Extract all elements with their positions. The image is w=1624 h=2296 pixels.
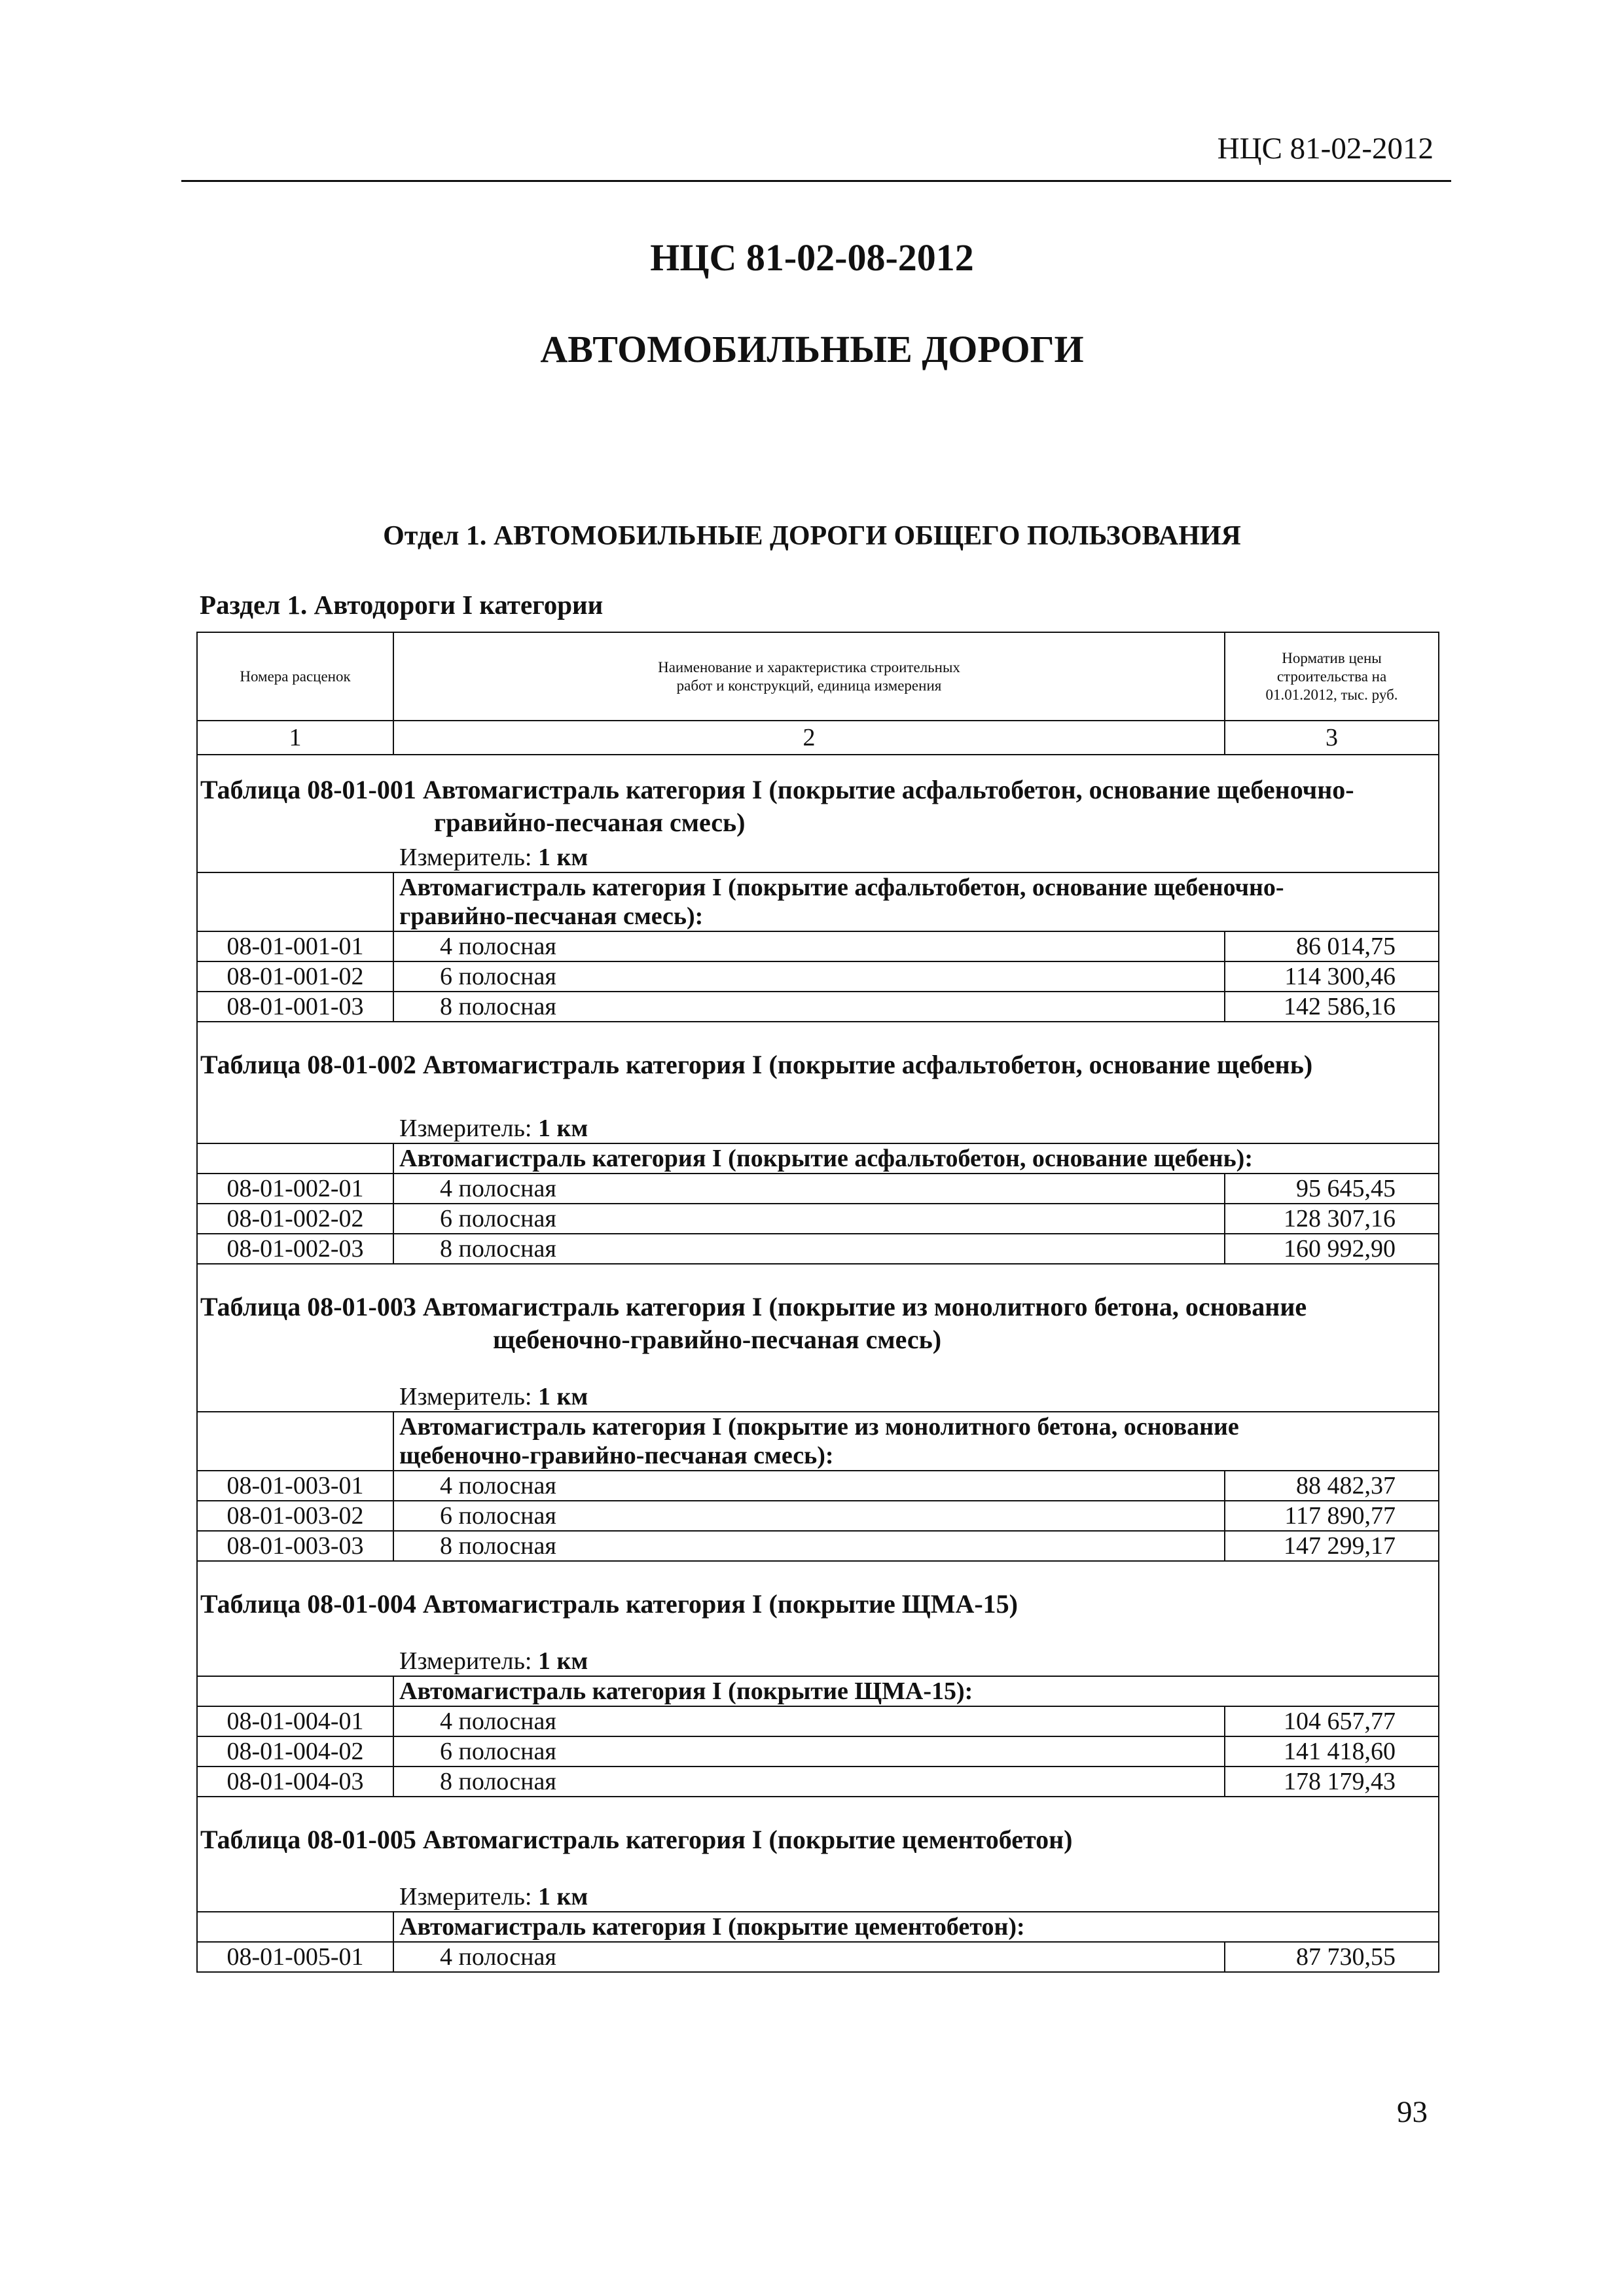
table-title-line: Таблица 08-01-003 Автомагистраль категория I (покрытие из монолитного бетона, основание [200,1292,1307,1321]
rate-code: 08-01-003-02 [197,1501,393,1531]
group-title-line: гравийно-песчаная смесь): [399,903,704,930]
rate-code: 08-01-004-01 [197,1706,393,1736]
group-title-line: Автомагистраль категория I (покрытие цементобетон): [399,1913,1025,1941]
rate-table-block [197,1797,1439,1972]
rates-table [196,632,1439,1973]
page-title: НЦС 81-02-08-2012 [650,236,974,279]
rate-code: 08-01-003-03 [197,1531,393,1561]
table-header-row [197,632,1439,721]
rate-value: 178 179,43 [1225,1767,1439,1797]
document-code: НЦС 81-02-2012 [1217,132,1434,166]
rate-name: 6 полосная [393,1204,1225,1234]
group-row [197,1412,1439,1471]
table-row [197,961,1439,992]
rate-name: 4 полосная [393,1942,1225,1972]
rate-value: 95 645,45 [1225,1174,1439,1204]
rate-value: 117 890,77 [1225,1501,1439,1531]
table-title-line: Таблица 08-01-001 Автомагистраль категория I (покрытие асфальтобетон, основание щебеночно- [200,775,1354,804]
table-row [197,1531,1439,1561]
meter-row [197,843,1439,872]
rate-code: 08-01-004-02 [197,1736,393,1767]
table-row [197,992,1439,1022]
rate-name: 6 полосная [393,961,1225,992]
group-code-cell [197,1912,393,1942]
group-code-cell [197,872,393,931]
group-row [197,1912,1439,1942]
group-row [197,872,1439,931]
table-row [197,1234,1439,1264]
table-row [197,1471,1439,1501]
group-title [393,1143,1439,1174]
meter-value: 1 км [538,1383,588,1410]
group-title-line: Автомагистраль категория I (покрытие ЩМА-15): [399,1677,973,1705]
rate-value: 142 586,16 [1225,992,1439,1022]
page-subtitle: АВТОМОБИЛЬНЫЕ ДОРОГИ [540,328,1084,370]
column-number: 1 [197,721,393,755]
rate-code: 08-01-002-01 [197,1174,393,1204]
table-row [197,1942,1439,1972]
column-number: 2 [393,721,1225,755]
page-number: 93 [1397,2095,1428,2129]
group-title [393,1676,1439,1706]
meter [197,1647,1439,1676]
group-title-line: Автомагистраль категория I (покрытие асфальтобетон, основание щебень): [399,1145,1253,1172]
table-row [197,931,1439,961]
table-row [197,1501,1439,1531]
meter-label: Измеритель: [399,1115,532,1142]
meter [197,1114,1439,1143]
rate-code: 08-01-001-02 [197,961,393,992]
rate-code: 08-01-001-01 [197,931,393,961]
table-title-row [197,755,1439,843]
rate-name: 8 полосная [393,1531,1225,1561]
meter-row [197,1647,1439,1676]
header-col-codes: Номера расценок [197,632,393,721]
table-row [197,1736,1439,1767]
rate-code: 08-01-003-01 [197,1471,393,1501]
meter-row [197,1382,1439,1412]
group-title-line: Автомагистраль категория I (покрытие из монолитного бетона, основание [399,1413,1239,1441]
rate-table-block [197,755,1439,1022]
rate-value: 128 307,16 [1225,1204,1439,1234]
table-title [197,1561,1439,1647]
meter-label: Измеритель: [399,1383,532,1410]
group-code-cell [197,1676,393,1706]
table-title-line: гравийно-песчаная смесь) [434,808,746,837]
group-title-line: щебеночно-гравийно-песчаная смесь): [399,1442,834,1469]
rate-name: 6 полосная [393,1736,1225,1767]
rate-name: 8 полосная [393,1767,1225,1797]
group-title [393,1912,1439,1942]
table-row [197,1174,1439,1204]
group-title [393,1412,1439,1471]
rate-value: 160 992,90 [1225,1234,1439,1264]
table-row [197,1706,1439,1736]
column-number: 3 [1225,721,1439,755]
rate-value: 104 657,77 [1225,1706,1439,1736]
rate-value: 86 014,75 [1225,931,1439,961]
rate-name: 4 полосная [393,931,1225,961]
rate-name: 4 полосная [393,1706,1225,1736]
section-title: Раздел 1. Автодороги I категории [200,590,604,620]
rate-value: 87 730,55 [1225,1942,1439,1972]
rate-code: 08-01-002-03 [197,1234,393,1264]
header-col-price: Норматив цены строительства на 01.01.2012, тыс. руб. [1225,632,1439,721]
rate-table-block [197,1561,1439,1797]
rate-value: 88 482,37 [1225,1471,1439,1501]
rate-name: 8 полосная [393,1234,1225,1264]
group-title-line: Автомагистраль категория I (покрытие асфальтобетон, основание щебеночно- [399,874,1284,901]
table-title-line: Таблица 08-01-004 Автомагистраль категория I (покрытие ЩМА-15) [200,1589,1019,1619]
table-title-line: Таблица 08-01-002 Автомагистраль категория I (покрытие асфальтобетон, основание щебень) [200,1050,1313,1079]
meter-value: 1 км [538,1115,588,1142]
meter-row [197,1882,1439,1912]
group-row [197,1143,1439,1174]
meter-row [197,1114,1439,1143]
meter-label: Измеритель: [399,844,532,871]
rate-name: 6 полосная [393,1501,1225,1531]
rate-table-block [197,1022,1439,1264]
group-code-cell [197,1143,393,1174]
table-title [197,1022,1439,1114]
rate-code: 08-01-001-03 [197,992,393,1022]
table-title [197,1797,1439,1882]
header-divider [181,180,1451,182]
table-title-line: Таблица 08-01-005 Автомагистраль категория I (покрытие цементобетон) [200,1825,1073,1854]
rate-value: 114 300,46 [1225,961,1439,992]
rate-code: 08-01-005-01 [197,1942,393,1972]
meter-value: 1 км [538,844,588,871]
meter-value: 1 км [538,1647,588,1675]
table-title-row [197,1264,1439,1382]
table-row [197,1204,1439,1234]
column-number-row [197,721,1439,755]
meter [197,843,1439,872]
meter-label: Измеритель: [399,1883,532,1910]
meter [197,1382,1439,1412]
table-title [197,755,1439,843]
group-title [393,872,1439,931]
department-title: Отдел 1. АВТОМОБИЛЬНЫЕ ДОРОГИ ОБЩЕГО ПОЛЬЗОВАНИЯ [383,521,1241,551]
table-row [197,1767,1439,1797]
meter-value: 1 км [538,1883,588,1910]
rate-value: 147 299,17 [1225,1531,1439,1561]
meter [197,1882,1439,1912]
header-col-name: Наименование и характеристика строительных работ и конструкций, единица измерения [393,632,1225,721]
table-title-row [197,1022,1439,1114]
table-title-row [197,1797,1439,1882]
rate-code: 08-01-004-03 [197,1767,393,1797]
rate-name: 4 полосная [393,1174,1225,1204]
group-row [197,1676,1439,1706]
table-title [197,1264,1439,1382]
rate-name: 8 полосная [393,992,1225,1022]
meter-label: Измеритель: [399,1647,532,1675]
rate-name: 4 полосная [393,1471,1225,1501]
table-title-line: щебеночно-гравийно-песчаная смесь) [493,1325,942,1354]
rate-table-block [197,1264,1439,1561]
rate-code: 08-01-002-02 [197,1204,393,1234]
group-code-cell [197,1412,393,1471]
rate-value: 141 418,60 [1225,1736,1439,1767]
table-title-row [197,1561,1439,1647]
